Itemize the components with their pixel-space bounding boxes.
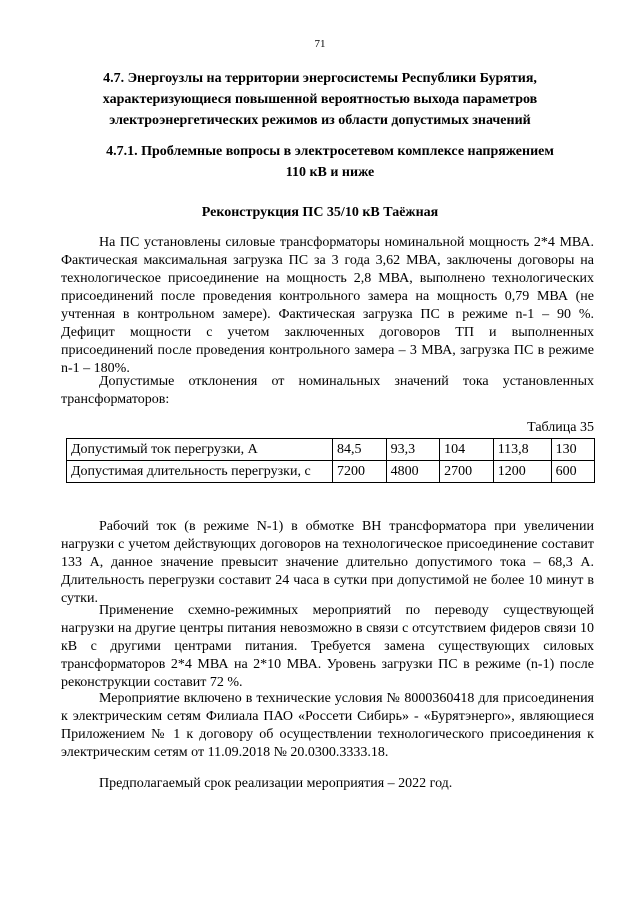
section-heading: 4.7. Энергоузлы на территории энергосистемы Республики Бурятия, характеризующиеся повышенной вероятностью выхода параметров электроэнергетических режимов из области допустимых значений — [102, 71, 538, 128]
page-number: 71 — [314, 38, 326, 50]
paragraph-technical-conditions: Мероприятие включено в технические условия № 8000360418 для присоединения к электрическим сетям Филиала ПАО «Россети Сибирь» - «Бурятэнерго», являющиеся Приложением № 1 к договору об осуществлении технологического присоединения к электрическим сетям от 11.09.2018 № 20.0300.3333.18. — [61, 691, 594, 760]
paragraph-substation-load: На ПС установлены силовые трансформаторы номинальной мощность 2*4 МВА. Фактическая максимальная загрузка ПС за 3 года 3,62 МВА, заключены договоры на технологическое присоединение на мощность 2,8 МВА, выполнено технологических присоединений после проведения контрольного замера на мощность 0,79 МВА (не учтенная в контрольном замере). Фактическая загрузка ПС в режиме n-1 – 90 %. Дефицит мощности с учетом заключенных договоров ТП и выполненных присоединений после проведения контрольного замера – 3 МВА, загрузка ПС в режиме n-1 – 180%. — [61, 235, 594, 376]
table-cell: 600 — [551, 461, 594, 483]
paragraph-deadline: Предполагаемый срок реализации мероприятия – 2022 год. — [99, 776, 453, 791]
table-caption: Таблица 35 — [527, 420, 594, 435]
table-row — [67, 439, 595, 461]
paragraph-working-current: Рабочий ток (в режиме N-1) в обмотке ВН трансформатора при увеличении нагрузки с учетом действующих договоров на технологическое присоединение составит 133 А, данное значение превысит значение длительно допустимого тока – 68,3 А. Длительность перегрузки составит 24 часа в сутки при допустимой не более 10 минут в сутки. — [61, 519, 594, 606]
table-cell: 2700 — [440, 461, 494, 483]
table-cell: 84,5 — [333, 439, 387, 461]
table-row-label: Допустимая длительность перегрузки, с — [67, 461, 333, 483]
paragraph-replacement: Применение схемно-режимных мероприятий по переводу существующей нагрузки на другие центры питания невозможно в связи с отсутствием фидеров связи 10 кВ с другими центрами питания. Требуется замена существующих силовых трансформаторов 2*4 МВА на 2*10 МВА. Уровень загрузки ПС в режиме (n-1) после реконструкции составит 72 %. — [61, 603, 594, 690]
table-cell: 1200 — [493, 461, 551, 483]
table-cell: 130 — [551, 439, 594, 461]
subsection-heading: 4.7.1. Проблемные вопросы в электросетевом комплексе напряжением 110 кВ и ниже — [106, 144, 554, 180]
table-cell: 4800 — [386, 461, 440, 483]
table-cell: 93,3 — [386, 439, 440, 461]
overload-table — [66, 438, 595, 483]
paragraph-tolerances-intro: Допустимые отклонения от номинальных значений тока установленных трансформаторов: — [61, 374, 594, 407]
table-cell: 113,8 — [493, 439, 551, 461]
table-cell: 7200 — [333, 461, 387, 483]
table-cell: 104 — [440, 439, 494, 461]
table-row — [67, 461, 595, 483]
project-heading: Реконструкция ПС 35/10 кВ Таёжная — [201, 205, 439, 220]
table-row-label: Допустимый ток перегрузки, А — [67, 439, 333, 461]
